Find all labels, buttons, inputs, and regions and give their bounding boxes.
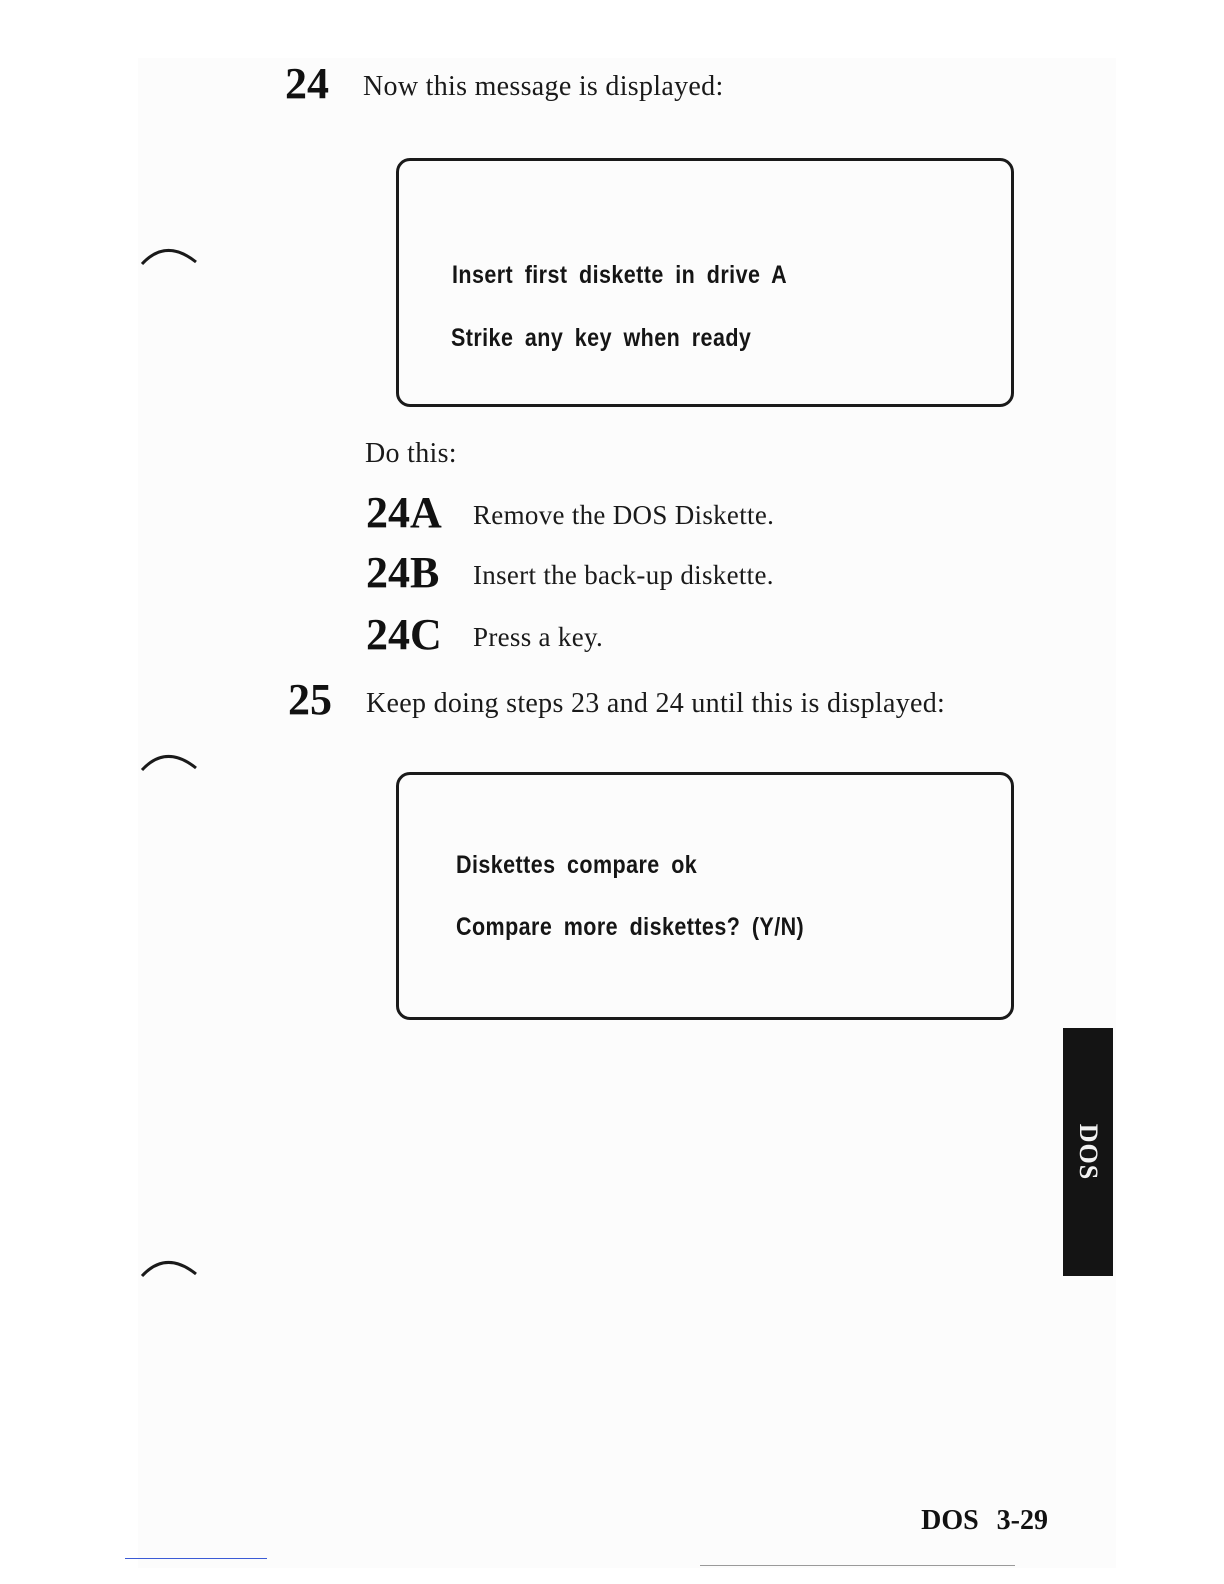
substep-24c-text: Press a key. <box>473 622 604 652</box>
do-this-label: Do this: <box>365 438 457 469</box>
page-footer <box>921 1505 1048 1537</box>
step-25-text: Keep doing steps 23 and 24 until this is displayed: <box>366 688 946 719</box>
step-number-24: 24 <box>285 59 329 108</box>
step-24-text: Now this message is displayed: <box>363 71 724 102</box>
substep-number-24c: 24C <box>366 610 442 659</box>
footer-rule-right <box>700 1565 1015 1566</box>
substep-number-24a: 24A <box>366 488 442 537</box>
screen-line-compare-more: Compare more diskettes? (Y/N) <box>456 913 805 941</box>
screen-line-strike: Strike any key when ready <box>451 324 752 352</box>
footer-page-number: 3-29 <box>996 1505 1048 1536</box>
binder-hole-top <box>138 240 198 280</box>
binder-hole-middle <box>138 746 198 786</box>
section-tab-label: DOS <box>1074 1123 1103 1181</box>
screen-line-compare-ok: Diskettes compare ok <box>456 851 698 879</box>
substep-24b-text: Insert the back-up diskette. <box>473 560 774 590</box>
substep-number-24b: 24B <box>366 548 440 597</box>
step-number-25: 25 <box>288 675 332 724</box>
section-tab <box>1063 1028 1113 1276</box>
screen-message-box-1 <box>396 158 1014 407</box>
footer-section: DOS <box>921 1505 979 1536</box>
binder-hole-bottom <box>138 1252 198 1292</box>
screen-line-insert: Insert first diskette in drive A <box>452 261 788 289</box>
footer-rule-left <box>125 1558 267 1559</box>
substep-24a-text: Remove the DOS Diskette. <box>473 500 775 530</box>
screen-message-box-2 <box>396 772 1014 1020</box>
